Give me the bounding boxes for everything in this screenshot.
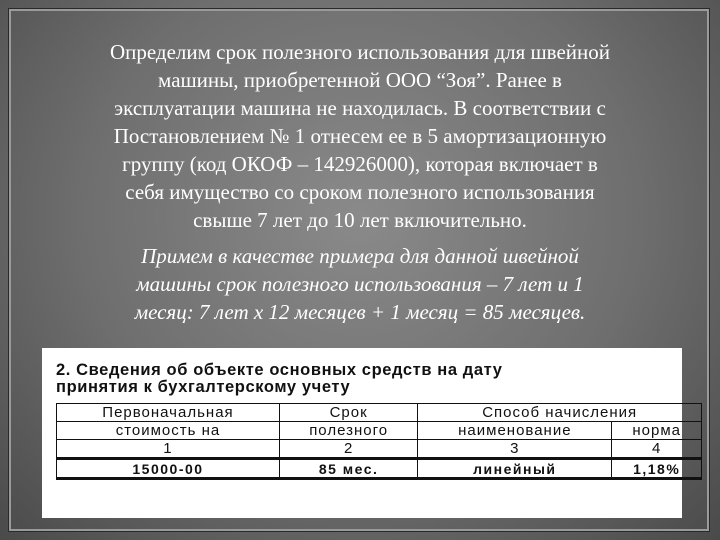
depreciation-method-cell: линейный bbox=[418, 459, 612, 479]
depreciation-rate-cell: 1,18% bbox=[612, 459, 702, 479]
title-line: принятия к бухгалтерскому учету bbox=[56, 378, 351, 396]
document-section-title bbox=[56, 362, 656, 396]
intro-line: Постановлением № 1 отнесем ее в 5 амортизационную bbox=[113, 124, 607, 148]
table-header-row bbox=[57, 422, 702, 440]
intro-line: свыше 7 лет до 10 лет включительно. bbox=[193, 208, 527, 232]
table-number-row bbox=[57, 440, 702, 459]
header-cell: Способ начисления bbox=[418, 404, 702, 422]
table-row bbox=[57, 459, 702, 479]
intro-paragraph bbox=[30, 38, 690, 234]
useful-life-cell: 85 мес. bbox=[279, 459, 417, 479]
example-line: месяц: 7 лет х 12 месяцев + 1 месяц = 85 месяцев. bbox=[134, 300, 586, 324]
number-cell: 3 bbox=[418, 440, 612, 459]
header-cell: Первоначальная bbox=[57, 404, 280, 422]
title-line: 2. Сведения об объекте основных средств на дату bbox=[56, 361, 503, 379]
header-cell: полезного bbox=[279, 422, 417, 440]
fixed-asset-table bbox=[56, 403, 702, 480]
initial-cost-cell: 15000-00 bbox=[57, 459, 280, 479]
example-line: машины срок полезного использования – 7 лет и 1 bbox=[136, 272, 584, 296]
number-cell: 2 bbox=[279, 440, 417, 459]
header-cell: норма bbox=[612, 422, 702, 440]
number-cell: 4 bbox=[612, 440, 702, 459]
header-cell: стоимость на bbox=[57, 422, 280, 440]
table-header-row bbox=[57, 404, 702, 422]
number-cell: 1 bbox=[57, 440, 280, 459]
intro-line: группу (код ОКОФ – 142926000), которая включает в bbox=[122, 152, 598, 176]
intro-line: эксплуатации машина не находилась. В соответствии с bbox=[114, 96, 606, 120]
example-line: Примем в качестве примера для данной швейной bbox=[141, 244, 579, 268]
header-cell: Срок bbox=[279, 404, 417, 422]
example-paragraph bbox=[30, 242, 690, 326]
intro-line: себя имущество со сроком полезного использования bbox=[125, 180, 595, 204]
slide-text bbox=[30, 38, 690, 326]
intro-line: Определим срок полезного использования для швейной bbox=[109, 40, 611, 64]
header-cell: наименование bbox=[418, 422, 612, 440]
document-excerpt-image bbox=[42, 348, 682, 518]
intro-line: машины, приобретенной ООО “Зоя”. Ранее в bbox=[158, 68, 562, 92]
